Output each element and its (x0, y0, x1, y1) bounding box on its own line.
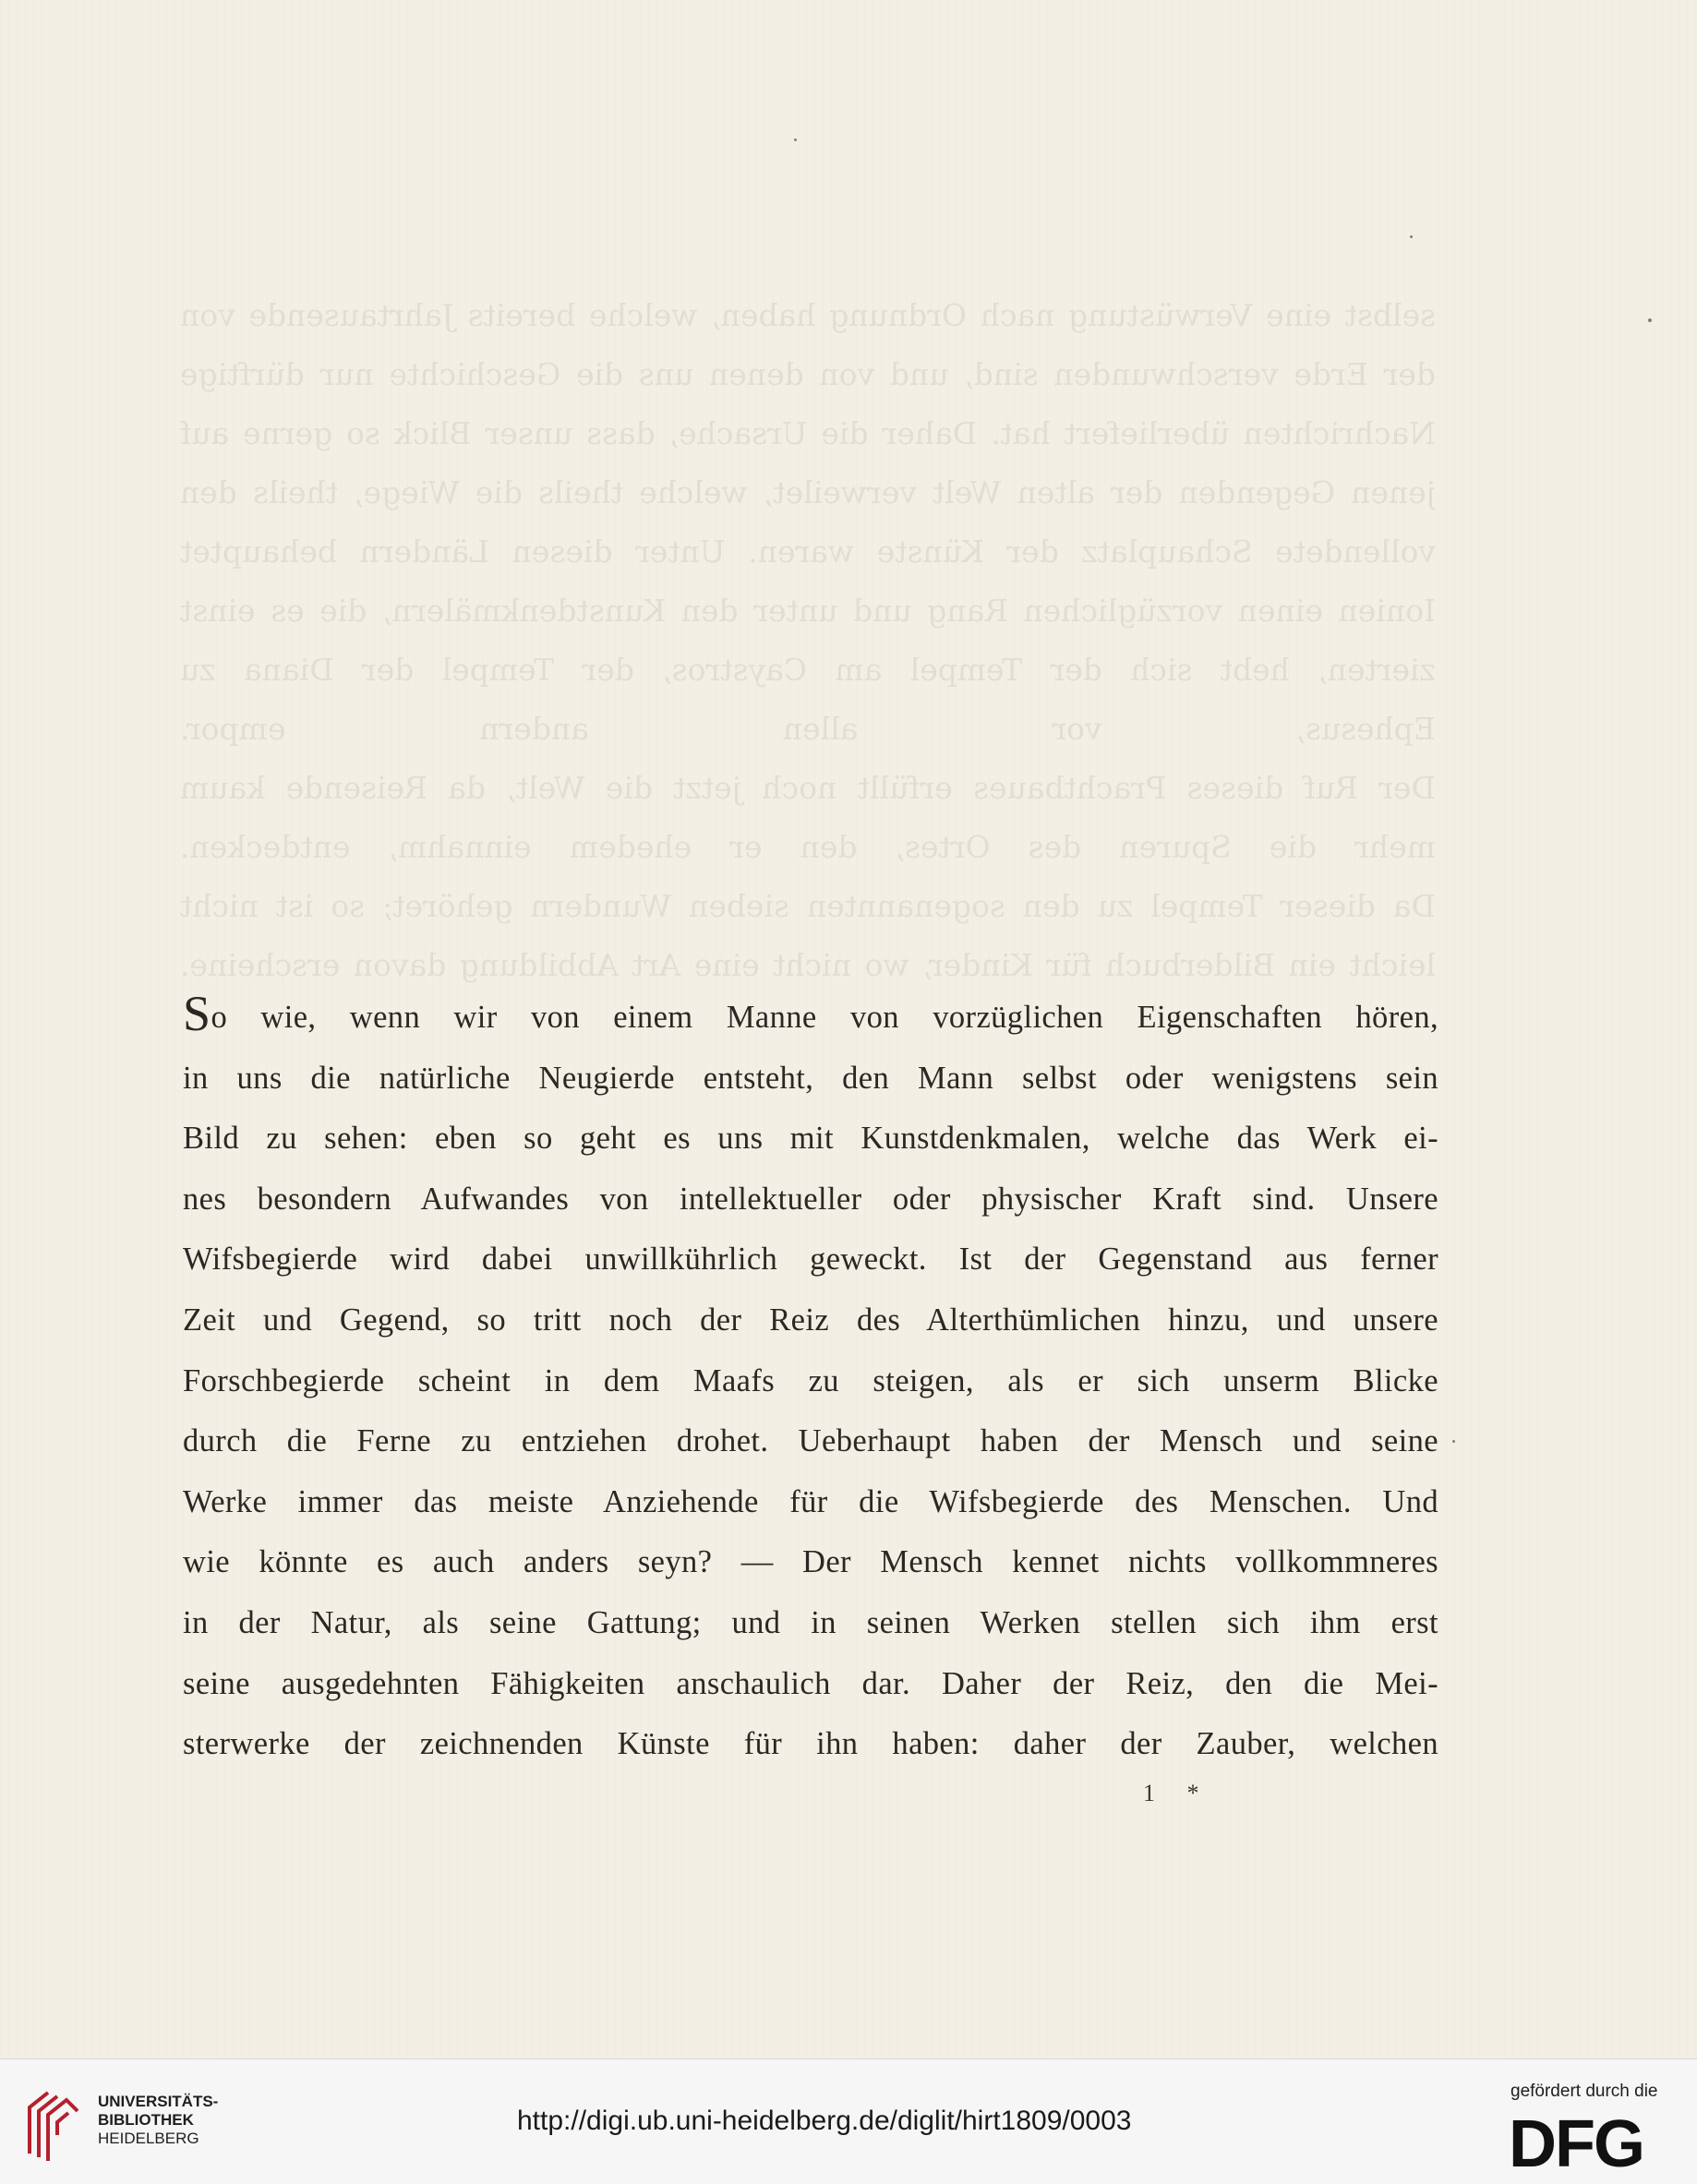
text-line: Zeit und Gegend, so tritt noch der Reiz des Alterthümlichen hinzu, und unsere (183, 1302, 1438, 1338)
paper-speck (1410, 235, 1413, 238)
dfg-logo-text: DFG (1509, 2111, 1643, 2172)
text-line: in uns die natürliche Neugierde entsteht, den Mann selbst oder wenigstens sein (183, 1060, 1438, 1096)
text-line: sterwerke der zeichnenden Künste für ihn haben: daher der Zauber, welchen (183, 1726, 1438, 1762)
text-line (183, 988, 1438, 1049)
funding-caption: gefördert durch die (1510, 2082, 1658, 2101)
text-line: in der Natur, als seine Gattung; und in seinen Werken stellen sich ihm erst (183, 1604, 1438, 1640)
bleed-through-line: Ephesus, vor allen andern empor. (180, 711, 1436, 747)
bleed-through-line: leicht ein Bilderbuch für Kinder, wo nicht eine Art Abbildung davon erscheine. (180, 947, 1436, 983)
bleed-through-line: selbst eine Verwüstung nach Ordnung haben, welche bereits Jahrtausende von (180, 297, 1436, 333)
text-line-content: o wie, wenn wir von einem Manne von vorzüglichen Eigenschaften hören, (211, 1000, 1438, 1035)
text-line: durch die Ferne zu entziehen drohet. Ueberhaupt haben der Mensch und seine (183, 1423, 1438, 1459)
bleed-through-line: mehr die Spuren des Ortes, den er ehedem einnahm, entdecken. (180, 829, 1436, 865)
text-line: Wifsbegierde wird dabei unwillkührlich geweckt. Ist der Gegenstand aus ferner (183, 1242, 1438, 1278)
bleed-through-line: jenen Gegenden der alten Welt verweilet, welche theils die Wiege, theils den (180, 474, 1436, 510)
page-number: 1 * (1143, 1780, 1212, 1806)
bleed-through-line: Ionien einen vorzüglichen Rang und unter den Kunstdenkmälern, die es einst (180, 593, 1436, 629)
body-text (183, 988, 1438, 1775)
text-line: Forschbegierde scheint in dem Maafs zu steigen, als er sich unserm Blicke (183, 1362, 1438, 1398)
permalink-url[interactable]: http://digi.ub.uni-heidelberg.de/diglit/hirt1809/0003 (517, 2106, 1132, 2136)
text-line: wie könnte es auch anders seyn? — Der Mensch kennet nichts vollkommneres (183, 1544, 1438, 1580)
text-line: nes besondern Aufwandes von intellektueller oder physischer Kraft sind. Unsere (183, 1181, 1438, 1217)
paper-speck (1648, 318, 1652, 322)
text-line: seine ausgedehnten Fähigkeiten anschaulich dar. Daher der Reiz, den die Mei- (183, 1665, 1438, 1701)
bleed-through-line: Der Ruf dieses Prachtbaues erfüllt noch jetzt die Welt, da Reisende kaum (180, 770, 1436, 806)
bleed-through-text (180, 286, 1436, 995)
library-name[interactable] (98, 2093, 218, 2148)
ub-heidelberg-logo-icon[interactable] (20, 2080, 94, 2163)
library-name-line: BIBLIOTHEK (98, 2111, 194, 2129)
bleed-through-line: vollendete Schauplatz der Künste waren. Unter diesen Ländern behauptet (180, 534, 1436, 570)
drop-cap: S (183, 986, 211, 1041)
library-name-line: UNIVERSITÄTS- (98, 2093, 219, 2110)
text-line: Werke immer das meiste Anziehende für die Wifsbegierde des Menschen. Und (183, 1483, 1438, 1519)
library-name-line: HEIDELBERG (98, 2130, 199, 2147)
footer-bar (0, 2058, 1697, 2184)
bleed-through-line: zierten, hebt sich der Tempel am Caystros, der Tempel der Diana zu (180, 652, 1436, 688)
bleed-through-line: der Erde verschwunden sind, und von denen uns die Geschichte nur dürftige (180, 356, 1436, 392)
text-line: Bild zu sehen: eben so geht es uns mit Kunstdenkmalen, welche das Werk ei- (183, 1121, 1438, 1157)
paper-speck (1452, 1440, 1455, 1443)
bleed-through-line: Da dieser Tempel zu den sogenannten sieben Wundern gehöret; so ist nicht (180, 888, 1436, 924)
bleed-through-line: Nachrichten überliefert hat. Daher die Ursache, dass unser Blick so gerne auf (180, 415, 1436, 451)
dfg-logo-icon[interactable] (1509, 2111, 1675, 2172)
paper-speck (794, 138, 797, 141)
